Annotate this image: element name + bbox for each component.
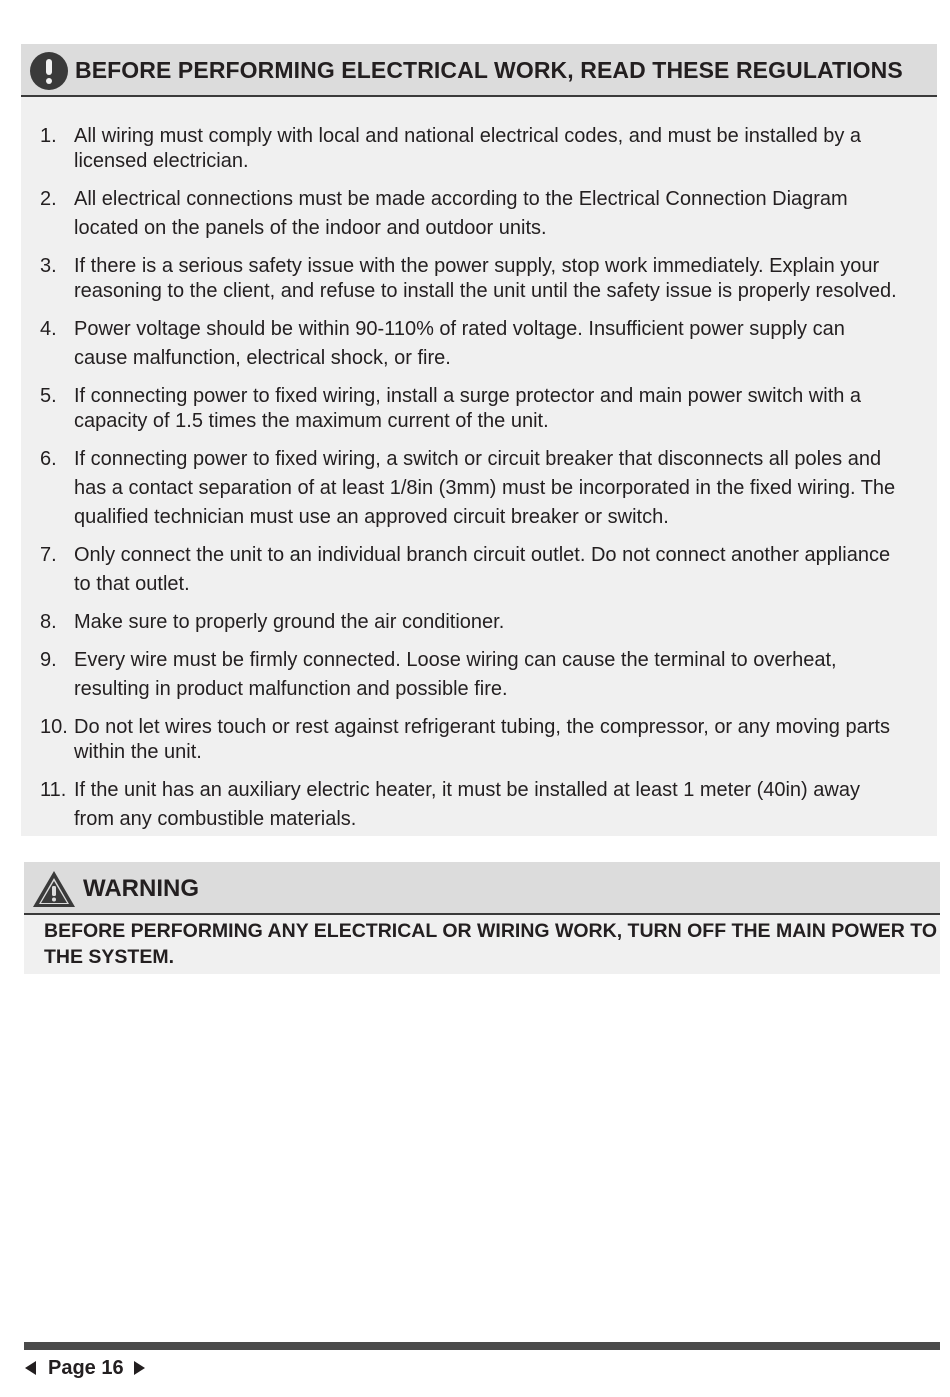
list-item-number: 8. xyxy=(40,611,57,633)
regulations-title: BEFORE PERFORMING ELECTRICAL WORK, READ THESE REGULATIONS xyxy=(75,57,903,83)
regulations-section xyxy=(21,44,937,836)
triangle-right-icon[interactable] xyxy=(134,1361,145,1375)
list-item-line: If connecting power to fixed wiring, install a surge protector and main power switch with a xyxy=(74,385,862,407)
list-item-line: from any combustible materials. xyxy=(74,808,357,830)
list-item-line: If the unit has an auxiliary electric heater, it must be installed at least 1 meter (40in) away xyxy=(74,779,860,801)
list-item-number: 10. xyxy=(40,716,68,738)
list-item-number: 1. xyxy=(40,125,57,147)
list-item-line: Power voltage should be within 90-110% of rated voltage. Insufficient power supply can xyxy=(74,318,845,340)
warning-header xyxy=(24,862,940,915)
warning-body: BEFORE PERFORMING ANY ELECTRICAL OR WIRING WORK, TURN OFF THE MAIN POWER TO THE SYSTEM. xyxy=(44,920,938,968)
list-item-line: All wiring must comply with local and national electrical codes, and must be installed by a xyxy=(74,125,862,147)
page-number: Page 16 xyxy=(48,1356,124,1379)
list-item-line: Make sure to properly ground the air conditioner. xyxy=(74,611,505,633)
list-item-number: 5. xyxy=(40,385,57,407)
list-item-number: 9. xyxy=(40,649,57,671)
list-item-line: reasoning to the client, and refuse to install the unit until the safety issue is properly resolved. xyxy=(74,280,897,302)
list-item-line: If connecting power to fixed wiring, a switch or circuit breaker that disconnects all poles and xyxy=(74,448,882,470)
footer-divider xyxy=(24,1342,940,1350)
list-item-number: 11. xyxy=(40,779,67,801)
triangle-left-icon[interactable] xyxy=(25,1361,36,1375)
list-item-line: Do not let wires touch or rest against refrigerant tubing, the compressor, or any moving parts xyxy=(74,716,890,738)
regulations-list xyxy=(21,44,937,836)
list-item-line: If there is a serious safety issue with the power supply, stop work immediately. Explain your xyxy=(74,255,880,277)
list-item-number: 3. xyxy=(40,255,57,277)
page-navigation xyxy=(25,1354,145,1382)
list-item-line: Every wire must be firmly connected. Loose wiring can cause the terminal to overheat, xyxy=(74,649,837,671)
list-item-line: Only connect the unit to an individual branch circuit outlet. Do not connect another appliance xyxy=(74,544,891,566)
list-item-line: to that outlet. xyxy=(74,573,190,595)
list-item-line: licensed electrician. xyxy=(74,150,249,172)
list-item-number: 7. xyxy=(40,544,57,566)
list-item-line: has a contact separation of at least 1/8in (3mm) must be incorporated in the fixed wiring. The xyxy=(74,477,896,499)
list-item-line: resulting in product malfunction and possible fire. xyxy=(74,678,508,700)
list-item-line: capacity of 1.5 times the maximum current of the unit. xyxy=(74,410,549,432)
warning-title: WARNING xyxy=(83,875,199,902)
warning-triangle-icon xyxy=(31,869,77,909)
list-item-number: 2. xyxy=(40,188,57,210)
list-item-line: within the unit. xyxy=(74,741,202,763)
list-item-line: located on the panels of the indoor and outdoor units. xyxy=(74,217,547,239)
list-item-line: qualified technician must use an approved circuit breaker or switch. xyxy=(74,506,669,528)
list-item-number: 6. xyxy=(40,448,57,470)
warning-section xyxy=(24,862,940,974)
list-item-line: cause malfunction, electrical shock, or fire. xyxy=(74,347,451,369)
list-item-number: 4. xyxy=(40,318,57,340)
list-item-line: All electrical connections must be made according to the Electrical Connection Diagram xyxy=(74,188,848,210)
